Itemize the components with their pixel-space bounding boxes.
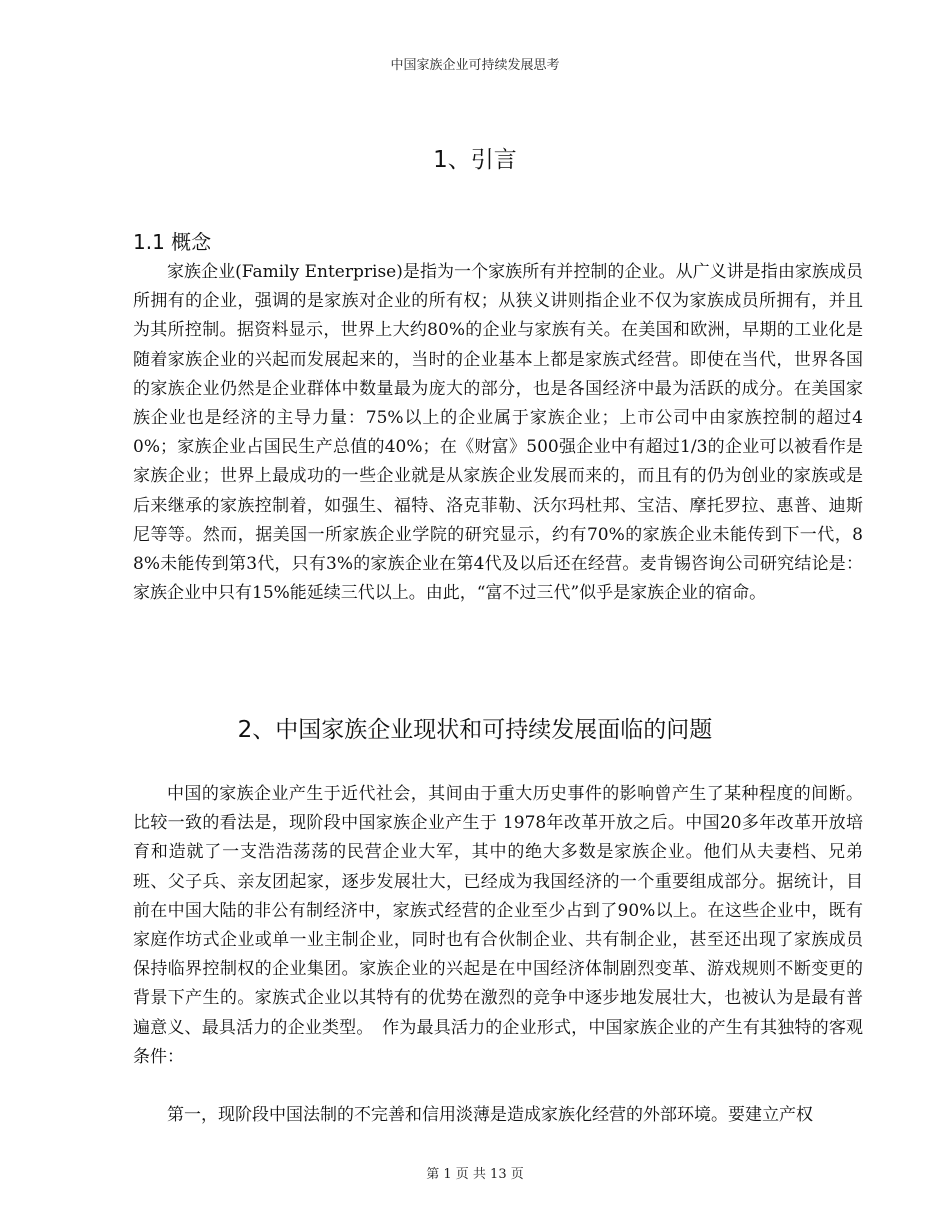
section-1-title: 1、引言	[433, 147, 517, 173]
status-paragraph-1: 中国的家族企业产生于近代社会，其间由于重大历史事件的影响曾产生了某种程度的间断。比较一致的看法是，现阶段中国家族企业产生于 1978年改革开放之后。中国20多年改革开放培育和造就了一支浩浩荡荡的民营企业大军，其中的绝大多数是家族企业。他们从夫妻档、兄弟班、父子兵、亲友团起家，逐步发展壮大，已经成为我国经济的一个重要组成部分。据统计，目前在中国大陆的非公有制经济中，家族式经营的企业至少占到了90%以上。在这些企业中，既有家庭作坊式企业或单一业主制企业，同时也有合伙制企业、共有制企业，甚至还出现了家族成员保持临界控制权的企业集团。家族企业的兴起是在中国经济体制剧烈变革、游戏规则不断变更的背景下产生的。家族式企业以其特有的优势在激烈的竞争中逐步地发展壮大，也被认为是最有普遍意义、最具活力的企业类型。 作为最具活力的企业形式，中国家族企业的产生有其独特的客观条件：	[133, 784, 863, 1067]
concept-paragraph: 家族企业(Family Enterprise)是指为一个家族所有并控制的企业。从广义讲是指由家族成员所拥有的企业，强调的是家族对企业的所有权；从狭义讲则指企业不仅为家族成员所拥有，并且为其所控制。据资料显示，世界上大约80%的企业与家族有关。在美国和欧洲，早期的工业化是随着家族企业的兴起而发展起来的，当时的企业基本上都是家族式经营。即使在当代，世界各国的家族企业仍然是企业群体中数量最为庞大的部分，也是各国经济中最为活跃的成分。在美国家族企业也是经济的主导力量：75%以上的企业属于家族企业；上市公司中由家族控制的超过40%；家族企业占国民生产总值的40%；在《财富》500强企业中有超过1/3的企业可以被看作是家族企业；世界上最成功的一些企业就是从家族企业发展而来的，而且有的仍为创业的家族或是后来继承的家族控制着，如强生、福特、洛克菲勒、沃尔玛杜邦、宝洁、摩托罗拉、惠普、迪斯尼等等。然而，据美国一所家族企业学院的研究显示，约有70%的家族企业未能传到下一代，88%未能传到第3代，只有3%的家族企业在第4代及以后还在经营。麦肯锡咨询公司研究结论是：家族企业中只有15%能延续三代以上。由此，“富不过三代”似乎是家族企业的宿命。	[133, 262, 863, 604]
subsection-1-1-title: 1.1 概念	[133, 230, 212, 254]
status-paragraph-2: 第一，现阶段中国法制的不完善和信用淡薄是造成家族化经营的外部环境。要建立产权	[167, 1105, 813, 1125]
running-header: 中国家族企业可持续发展思考	[390, 58, 560, 73]
section-2-title: 2、中国家族企业现状和可持续发展面临的问题	[237, 717, 713, 743]
page-number-footer: 第 1 页 共 13 页	[426, 1167, 524, 1182]
